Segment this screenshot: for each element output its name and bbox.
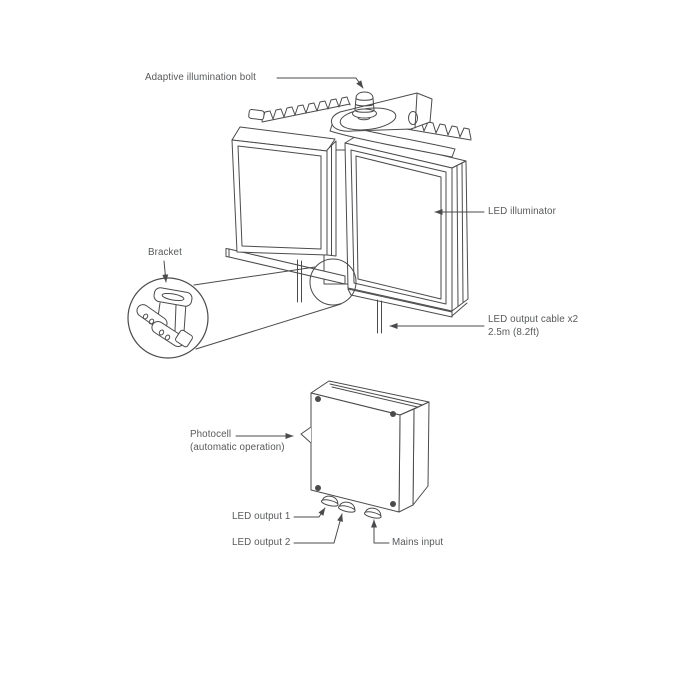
label-adaptive-illumination-bolt: Adaptive illumination bolt bbox=[145, 72, 256, 83]
right-panel bbox=[345, 135, 468, 317]
mounting-arm bbox=[331, 93, 432, 133]
photocell-sensor bbox=[301, 427, 311, 443]
leader-adaptive-bolt bbox=[277, 78, 363, 88]
label-led-output-cable bbox=[488, 314, 578, 339]
callout-cone-lower-line bbox=[196, 304, 341, 349]
label-led-output-cable-line2: 2.5m (8.2ft) bbox=[488, 326, 540, 338]
bracket-detail-callout bbox=[128, 267, 341, 358]
top-tab bbox=[248, 109, 264, 120]
left-panel bbox=[232, 109, 336, 256]
label-led-output-1: LED output 1 bbox=[232, 511, 291, 522]
led-illuminator-drawing bbox=[226, 92, 471, 333]
leader-led-output-2 bbox=[294, 514, 342, 543]
label-photocell-line2: (automatic operation) bbox=[190, 441, 285, 453]
junction-box-drawing bbox=[301, 381, 429, 519]
label-photocell bbox=[190, 429, 285, 454]
label-led-illuminator: LED illuminator bbox=[488, 206, 556, 217]
label-led-output-cable-line1: LED output cable x2 bbox=[488, 314, 579, 325]
box-lid-edge bbox=[413, 402, 429, 505]
label-photocell-line1: Photocell bbox=[190, 429, 232, 440]
label-bracket: Bracket bbox=[148, 247, 182, 258]
leader-led-output-1 bbox=[294, 508, 325, 517]
label-led-output-2: LED output 2 bbox=[232, 537, 291, 548]
label-mains-input: Mains input bbox=[392, 537, 444, 548]
leader-mains-input bbox=[374, 520, 389, 543]
box-side-face bbox=[399, 409, 414, 512]
callout-cone-upper-line bbox=[194, 267, 315, 285]
